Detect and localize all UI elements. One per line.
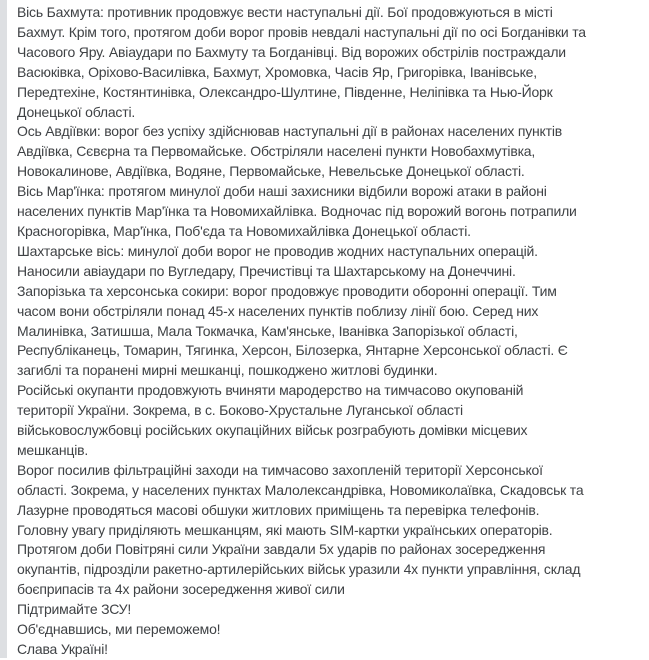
text-line: Бахмут. Крім того, протягом доби ворог провів невдалі наступальні дії по осі Богданівки та bbox=[17, 23, 586, 40]
text-line: військовослужбовці російських окупаційних військ розграбують домівки місцевих bbox=[17, 422, 528, 439]
text-line: Головну увагу приділяють мешканцям, які мають SIM-картки українських операторів. bbox=[17, 521, 553, 538]
text-line: Наносили авіаудари по Вугледару, Пречистівці та Шахтарському на Донеччині. bbox=[17, 262, 516, 279]
text-line: Підтримайте ЗСУ! bbox=[17, 601, 132, 618]
text-line: Ворог посилив фільтраційні заходи на тимчасово захопленій території Херсонської bbox=[17, 461, 543, 478]
text-line: Васюківка, Оріхово-Василівка, Бахмут, Хромовка, Часів Яр, Григорівка, Іванівське, bbox=[17, 63, 537, 80]
text-line: Часового Яру. Авіаудари по Бахмуту та Богданівці. Від ворожих обстрілів постраждали bbox=[17, 43, 566, 60]
paragraph bbox=[17, 640, 647, 660]
text-line: Російські окупанти продовжують вчиняти мародерство на тимчасово окупованій bbox=[17, 382, 524, 399]
paragraph bbox=[17, 620, 647, 640]
text-line: Красногорівка, Мар'їнка, Поб'єда та Новомихайлівка Донецької області. bbox=[17, 222, 471, 239]
text-line: Слава Україні! bbox=[17, 641, 108, 657]
left-gutter-strip bbox=[0, 0, 7, 658]
text-line: Лазурне проводяться масові обшуки житлових приміщень та перевірка телефонів. bbox=[17, 501, 540, 518]
paragraph bbox=[17, 3, 647, 122]
text-line: Авдіївка, Сєвєрна та Первомайське. Обстріляли населені пункти Новобахмутівка, bbox=[17, 143, 536, 160]
text-line: Шахтарське вісь: минулої доби ворог не проводив жодних наступальних операцій. bbox=[17, 242, 538, 259]
text-line: часом вони обстріляли понад 45-х населених пунктів поблизу лінії бою. Серед них bbox=[17, 302, 539, 319]
text-line: Вісь Бахмута: противник продовжує вести наступальні дії. Бої продовжуються в місті bbox=[17, 4, 553, 20]
paragraph bbox=[17, 521, 647, 541]
text-line: окупантів, підрозділи ракетно-артилерійських військ уразили 4х пункти управління, склад bbox=[17, 561, 581, 578]
post-text bbox=[17, 3, 647, 660]
text-line: населених пунктів Мар'їнка та Новомихайлівка. Водночас під ворожий вогонь потрапили bbox=[17, 203, 577, 220]
text-line: області. Зокрема, у населених пунктах Малолександрівка, Новомиколаївка, Скадовськ та bbox=[17, 481, 584, 498]
paragraph bbox=[17, 461, 647, 521]
paragraph bbox=[17, 122, 647, 182]
text-line: території України. Зокрема, в с. Боково-Хрустальне Луганської області bbox=[17, 402, 463, 419]
paragraph bbox=[17, 282, 647, 382]
text-line: мешканців. bbox=[17, 441, 89, 458]
text-line: Об'єднавшись, ми переможемо! bbox=[17, 621, 221, 638]
text-line: боєприпасів та 4х райони зосередження живої сили bbox=[17, 581, 345, 598]
text-line: загиблі та поранені мирні мешканці, пошкоджено житлові будинки. bbox=[17, 362, 438, 379]
paragraph bbox=[17, 600, 647, 620]
text-line: Ось Авдіївки: ворог без успіху здійснював наступальні дії в районах населених пунктів bbox=[17, 123, 562, 140]
text-line: Запорізька та херсонська сокири: ворог продовжує проводити оборонні операції. Тим bbox=[17, 282, 557, 299]
text-line: Новокалинове, Авдіївка, Водяне, Первомайське, Невельське Донецької області. bbox=[17, 163, 525, 180]
text-line: Донецької області. bbox=[17, 103, 136, 120]
text-line: Республіканець, Томарин, Тягинка, Херсон, Білозерка, Янтарне Херсонської області. Є bbox=[17, 342, 568, 359]
text-line: Передтехіне, Костянтинівка, Олександро-Шултине, Південне, Неліпівка та Нью-Йорк bbox=[17, 83, 553, 100]
paragraph bbox=[17, 182, 647, 242]
paragraph bbox=[17, 540, 647, 600]
text-line: Протягом доби Повітряні сили України завдали 5х ударів по районах зосередження bbox=[17, 541, 546, 558]
text-line: Вісь Мар'їнка: протягом минулої доби наші захисники відбили ворожі атаки в районі bbox=[17, 183, 547, 200]
text-line: Малинівка, Затишша, Мала Токмачка, Кам'янське, Іванівка Запорізької області, bbox=[17, 322, 518, 339]
paragraph bbox=[17, 242, 647, 282]
paragraph bbox=[17, 381, 647, 461]
